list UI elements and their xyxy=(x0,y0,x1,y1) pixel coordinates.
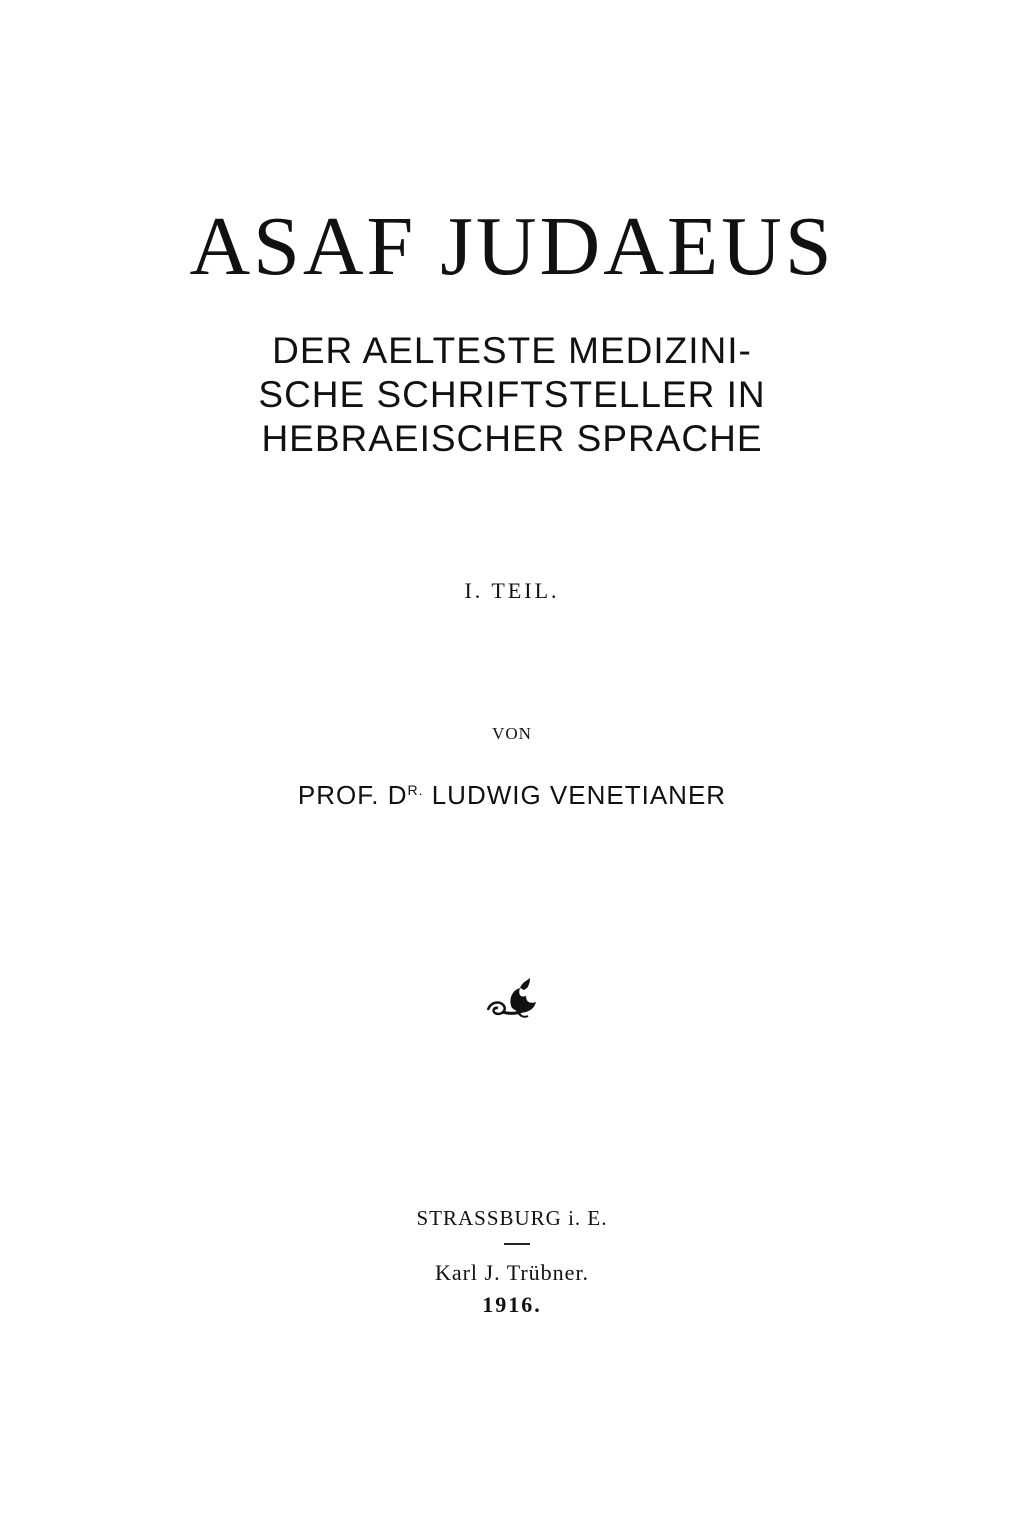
subtitle-line-3: HEBRAEISCHER SPRACHE xyxy=(261,418,763,459)
book-title: ASAF JUDAEUS xyxy=(189,200,835,293)
author-line xyxy=(0,774,1024,811)
author-title: PROF. D xyxy=(297,780,408,810)
author-title-superscript: R. xyxy=(407,782,424,798)
fleuron-icon xyxy=(482,974,542,1024)
subtitle-line-2: SCHE SCHRIFTSTELLER IN xyxy=(258,374,766,415)
imprint-divider xyxy=(504,1243,530,1245)
imprint-year: 1916. xyxy=(482,1292,542,1317)
subtitle-line-1: DER AELTESTE MEDIZINI- xyxy=(272,330,752,371)
author-name: LUDWIG VENETIANER xyxy=(423,780,727,810)
imprint-publisher: Karl J. Trübner. xyxy=(434,1260,590,1285)
part-label: I. TEIL. xyxy=(464,578,560,603)
imprint-place: STRASSBURG i. E. xyxy=(416,1206,608,1230)
by-label: VON xyxy=(492,724,532,743)
